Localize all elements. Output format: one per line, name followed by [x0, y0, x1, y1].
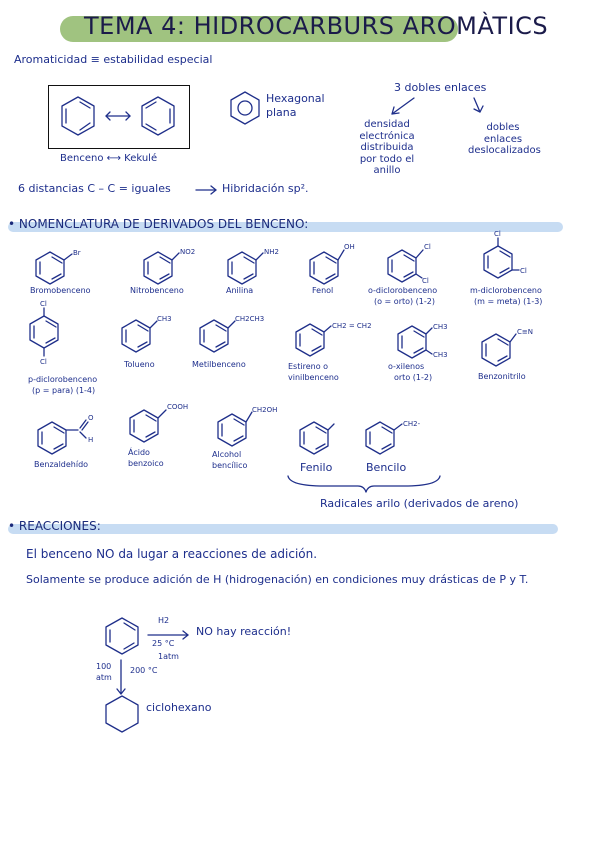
ethylbenzene-structure: [198, 312, 268, 352]
o-dichlorobenzene-label: o-diclorobenceno: [368, 286, 438, 295]
phenol-structure: [308, 243, 358, 282]
styrene-structure: [294, 316, 384, 356]
condition-pressure-2-unit: atm: [96, 673, 112, 682]
benzyl-alcohol-label-2: bencílico: [212, 461, 248, 470]
svg-text:C≡N: C≡N: [517, 328, 533, 336]
benzonitrile-label: Benzonitrilo: [478, 372, 526, 381]
svg-text:Cl: Cl: [40, 358, 47, 366]
svg-text:Cl: Cl: [422, 277, 429, 285]
kekule-caption: Benceno ⟷ Kekulé: [60, 153, 158, 164]
m-dichlorobenzene-label: m-diclorobenceno: [470, 286, 542, 295]
benzaldehyde-structure: [36, 414, 100, 454]
bromobenzene-structure: [34, 248, 84, 284]
o-xylene-label: o-xilenos: [388, 362, 425, 371]
toluene-structure: [120, 312, 170, 352]
svg-text:NH2: NH2: [264, 248, 279, 256]
toluene-label: Tolueno: [124, 360, 155, 369]
delocalized-text: dobles enlaces deslocalizados: [468, 122, 541, 156]
svg-text:Cl: Cl: [40, 300, 47, 308]
phenol-label: Fenol: [312, 286, 334, 295]
svg-text:OH: OH: [344, 243, 355, 251]
nitrobenzene-label: Nitrobenceno: [130, 286, 184, 295]
phenyl-label: Fenilo: [300, 461, 333, 474]
svg-text:Cl: Cl: [520, 267, 527, 275]
benzyl-structure: [364, 418, 434, 458]
svg-text:CH3: CH3: [157, 315, 172, 323]
sub-br: Br: [73, 249, 81, 257]
cyclohexane-product: [104, 694, 144, 738]
benzonitrile-structure: [480, 326, 540, 366]
benzyl-alcohol-structure: [216, 404, 296, 448]
arrow-right: [194, 184, 220, 196]
density-text: densidad electrónica distribuida por todo el anillo: [359, 119, 415, 176]
condition-pressure-2: 100: [96, 662, 112, 671]
reagent-h2: H2: [158, 616, 170, 625]
reaction-line-2: Solamente se produce adición de H (hidrogenación) en condiciones muy drásticas de P y T.: [26, 573, 529, 586]
benzene-reactant: [104, 614, 144, 658]
resonance-hybrid: [228, 90, 262, 126]
svg-text:Cl: Cl: [494, 230, 501, 238]
condition-temp-1: 25 °C: [152, 639, 175, 648]
bromobenzene-label: Bromobenceno: [30, 286, 91, 295]
p-dichlorobenzene-structure: [26, 298, 66, 366]
phenyl-structure: [298, 418, 338, 458]
benzoic-acid-label-2: benzoico: [128, 459, 164, 468]
svg-text:CH3: CH3: [433, 323, 448, 331]
hybridization-text: Hibridación sp².: [222, 182, 309, 195]
benzyl-label: Bencilo: [366, 461, 407, 474]
svg-text:CH2OH: CH2OH: [252, 406, 278, 414]
aniline-structure: [226, 248, 279, 284]
branch-arrows: [370, 94, 490, 118]
distances-text: 6 distancias C – C = iguales: [18, 182, 171, 195]
p-dichlorobenzene-label: p-diclorobenceno: [28, 375, 98, 384]
nitrobenzene-structure: [142, 248, 196, 284]
benzyl-alcohol-label: Alcohol: [212, 450, 242, 459]
reaction-line-1: El benceno NO da lugar a reacciones de adición.: [26, 547, 318, 561]
m-dichlorobenzene-structure: [482, 230, 542, 282]
svg-text:COOH: COOH: [167, 403, 189, 411]
double-bonds-title: 3 dobles enlaces: [394, 81, 487, 94]
page-title: TEMA 4: HIDROCARBURS AROMÀTICS: [84, 12, 549, 40]
svg-text:CH3: CH3: [433, 351, 448, 359]
styrene-label: Estireno o: [288, 362, 329, 371]
radicals-brace: [284, 474, 444, 494]
svg-text:CH2-: CH2-: [403, 420, 421, 428]
m-dichlorobenzene-label-2: (m = meta) (1-3): [474, 297, 543, 306]
o-dichlorobenzene-structure: [386, 240, 446, 286]
svg-text:Cl: Cl: [424, 243, 431, 251]
svg-text:CH2CH3: CH2CH3: [235, 315, 265, 323]
benzoic-acid-structure: [128, 400, 198, 444]
aniline-label: Anilina: [226, 286, 254, 295]
condition-temp-2: 200 °C: [130, 666, 158, 675]
styrene-label-2: vinilbenceno: [288, 373, 339, 382]
o-xylene-structure: [396, 318, 456, 360]
benzoic-acid-label: Ácido: [128, 448, 150, 457]
svg-text:CH2 = CH2: CH2 = CH2: [332, 322, 372, 330]
radicals-label: Radicales arilo (derivados de areno): [320, 497, 519, 510]
hexagonal-text: Hexagonal: [266, 92, 325, 105]
aromaticity-text: Aromaticidad ≡ estabilidad especial: [14, 53, 213, 66]
benzaldehyde-label: Benzaldehído: [34, 460, 89, 469]
condition-pressure-1: 1atm: [158, 652, 179, 661]
svg-text:O: O: [88, 414, 94, 422]
p-dichlorobenzene-label-2: (p = para) (1-4): [32, 386, 96, 395]
o-xylene-label-2: orto (1-2): [394, 373, 433, 382]
product-label: ciclohexano: [146, 701, 212, 714]
no-reaction-text: NO hay reacción!: [196, 625, 292, 638]
planar-text: plana: [266, 106, 297, 119]
section-heading-reactions: • REACCIONES:: [8, 519, 101, 533]
svg-text:H: H: [88, 436, 94, 444]
section-heading-nomenclature: • NOMENCLATURA DE DERIVADOS DEL BENCENO:: [8, 217, 309, 231]
kekule-structures: [48, 85, 188, 147]
svg-text:NO2: NO2: [180, 248, 196, 256]
o-dichlorobenzene-label-2: (o = orto) (1-2): [374, 297, 435, 306]
ethylbenzene-label: Metilbenceno: [192, 360, 246, 369]
